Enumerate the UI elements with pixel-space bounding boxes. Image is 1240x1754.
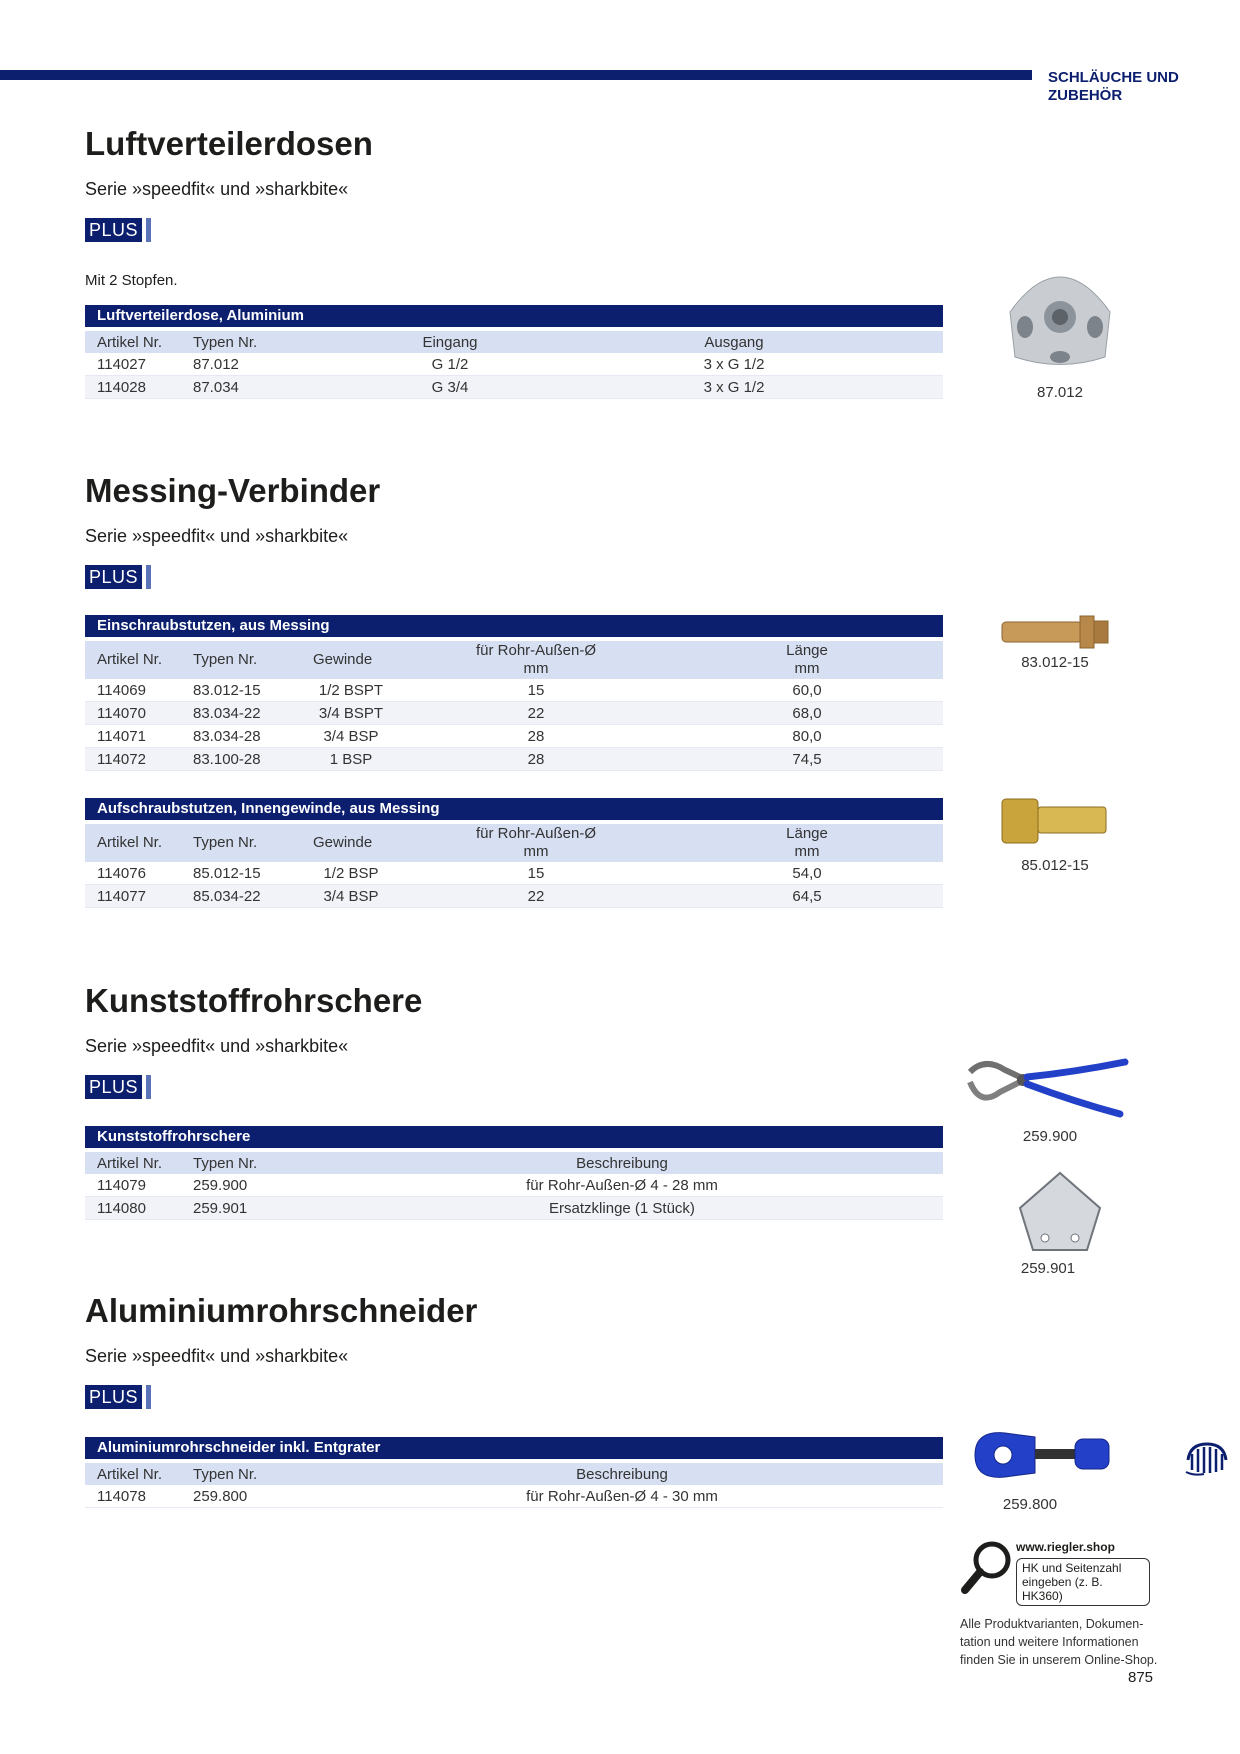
table-row: 114070 83.034-22 3/4 BSPT 22 68,0 xyxy=(85,702,943,725)
section-aluminiumrohrschneider xyxy=(85,1291,945,1409)
plus-badge: PLUS xyxy=(85,1385,945,1409)
table-row: 114069 83.012-15 1/2 BSPT 15 60,0 xyxy=(85,679,943,702)
note-text: Mit 2 Stopfen. xyxy=(85,272,178,289)
top-brand-bar xyxy=(0,70,1032,80)
shop-availability-text: Alle Produktvarianten, Dokumen-tation und weitere Informationen finden Sie in unserem Online-Shop. xyxy=(960,1617,1158,1667)
table-header-row: Artikel Nr. Typen Nr. Gewinde für Rohr-Außen-Ø mm Länge mm xyxy=(85,824,943,862)
table-row: 114028 87.034 G 3/4 3 x G 1/2 xyxy=(85,376,943,399)
section-kunststoffrohrschere xyxy=(85,981,945,1099)
image-caption: 259.901 xyxy=(1020,1260,1076,1277)
coiled-hose-icon xyxy=(1184,1440,1230,1478)
distributor-box-image xyxy=(995,272,1125,377)
series-line: Serie »speedfit« und »sharkbite« xyxy=(85,1346,349,1366)
table-row: 114080 259.901 Ersatzklinge (1 Stück) xyxy=(85,1197,943,1220)
image-caption: 83.012-15 xyxy=(1021,654,1089,671)
table-row: 114072 83.100-28 1 BSP 28 74,5 xyxy=(85,748,943,771)
replacement-blade-image xyxy=(1015,1168,1105,1258)
category-label: SCHLÄUCHE UND ZUBEHÖR xyxy=(1048,69,1179,104)
table-einschraubstutzen xyxy=(85,615,943,771)
table-aufschraubstutzen xyxy=(85,798,943,908)
section-messing-verbinder xyxy=(85,471,945,589)
table-kunststoffrohrschere xyxy=(85,1126,943,1220)
page-number: 875 xyxy=(1128,1669,1154,1686)
table-row: 114076 85.012-15 1/2 BSP 15 54,0 xyxy=(85,862,943,885)
table-row: 114078 259.800 für Rohr-Außen-Ø 4 - 30 mm xyxy=(85,1485,943,1508)
table-luftverteilerdose xyxy=(85,305,943,399)
table-row: 114027 87.012 G 1/2 3 x G 1/2 xyxy=(85,353,943,376)
table-title: Einschraubstutzen, aus Messing xyxy=(85,615,943,637)
section-title: Kunststoffrohrschere xyxy=(85,982,423,1019)
shop-hint-box: HK und Seitenzahl eingeben (z. B. HK360) xyxy=(1016,1558,1150,1606)
table-header-row: Artikel Nr. Typen Nr. Eingang Ausgang xyxy=(85,331,943,353)
series-line: Serie »speedfit« und »sharkbite« xyxy=(85,526,349,546)
table-header-row: Artikel Nr. Typen Nr. Beschreibung xyxy=(85,1152,943,1174)
plus-badge: PLUS xyxy=(85,218,945,242)
pipe-shears-image xyxy=(965,1052,1130,1124)
table-row: 114071 83.034-28 3/4 BSP 28 80,0 xyxy=(85,725,943,748)
table-aluminiumrohrschneider xyxy=(85,1437,943,1508)
section-luftverteilerdosen xyxy=(85,124,945,289)
table-row: 114077 85.034-22 3/4 BSP 22 64,5 xyxy=(85,885,943,908)
section-title: Aluminiumrohrschneider xyxy=(85,1292,478,1329)
table-header-row: Artikel Nr. Typen Nr. Beschreibung xyxy=(85,1463,943,1485)
table-title: Aluminiumrohrschneider inkl. Entgrater xyxy=(85,1437,943,1459)
screw-in-fitting-image xyxy=(1000,612,1110,652)
table-title: Kunststoffrohrschere xyxy=(85,1126,943,1148)
image-caption: 259.800 xyxy=(1002,1496,1058,1513)
screw-on-fitting-image xyxy=(1000,793,1110,848)
table-row: 114079 259.900 für Rohr-Außen-Ø 4 - 28 mm xyxy=(85,1174,943,1197)
table-header-row: Artikel Nr. Typen Nr. Gewinde für Rohr-Außen-Ø mm Länge mm xyxy=(85,641,943,679)
table-title: Luftverteilerdose, Aluminium xyxy=(85,305,943,327)
image-caption: 85.012-15 xyxy=(1021,857,1089,874)
shop-url[interactable]: www.riegler.shop xyxy=(1016,1540,1115,1554)
table-title: Aufschraubstutzen, Innengewinde, aus Messing xyxy=(85,798,943,820)
series-line: Serie »speedfit« und »sharkbite« xyxy=(85,1036,349,1056)
image-caption: 259.900 xyxy=(1022,1128,1078,1145)
magnifier-icon xyxy=(960,1540,1014,1598)
series-line: Serie »speedfit« und »sharkbite« xyxy=(85,179,349,199)
section-title: Luftverteilerdosen xyxy=(85,125,373,162)
image-caption: 87.012 xyxy=(1037,384,1083,401)
plus-badge: PLUS xyxy=(85,565,945,589)
section-title: Messing-Verbinder xyxy=(85,472,381,509)
plus-badge: PLUS xyxy=(85,1075,945,1099)
pipe-cutter-image xyxy=(965,1425,1115,1485)
